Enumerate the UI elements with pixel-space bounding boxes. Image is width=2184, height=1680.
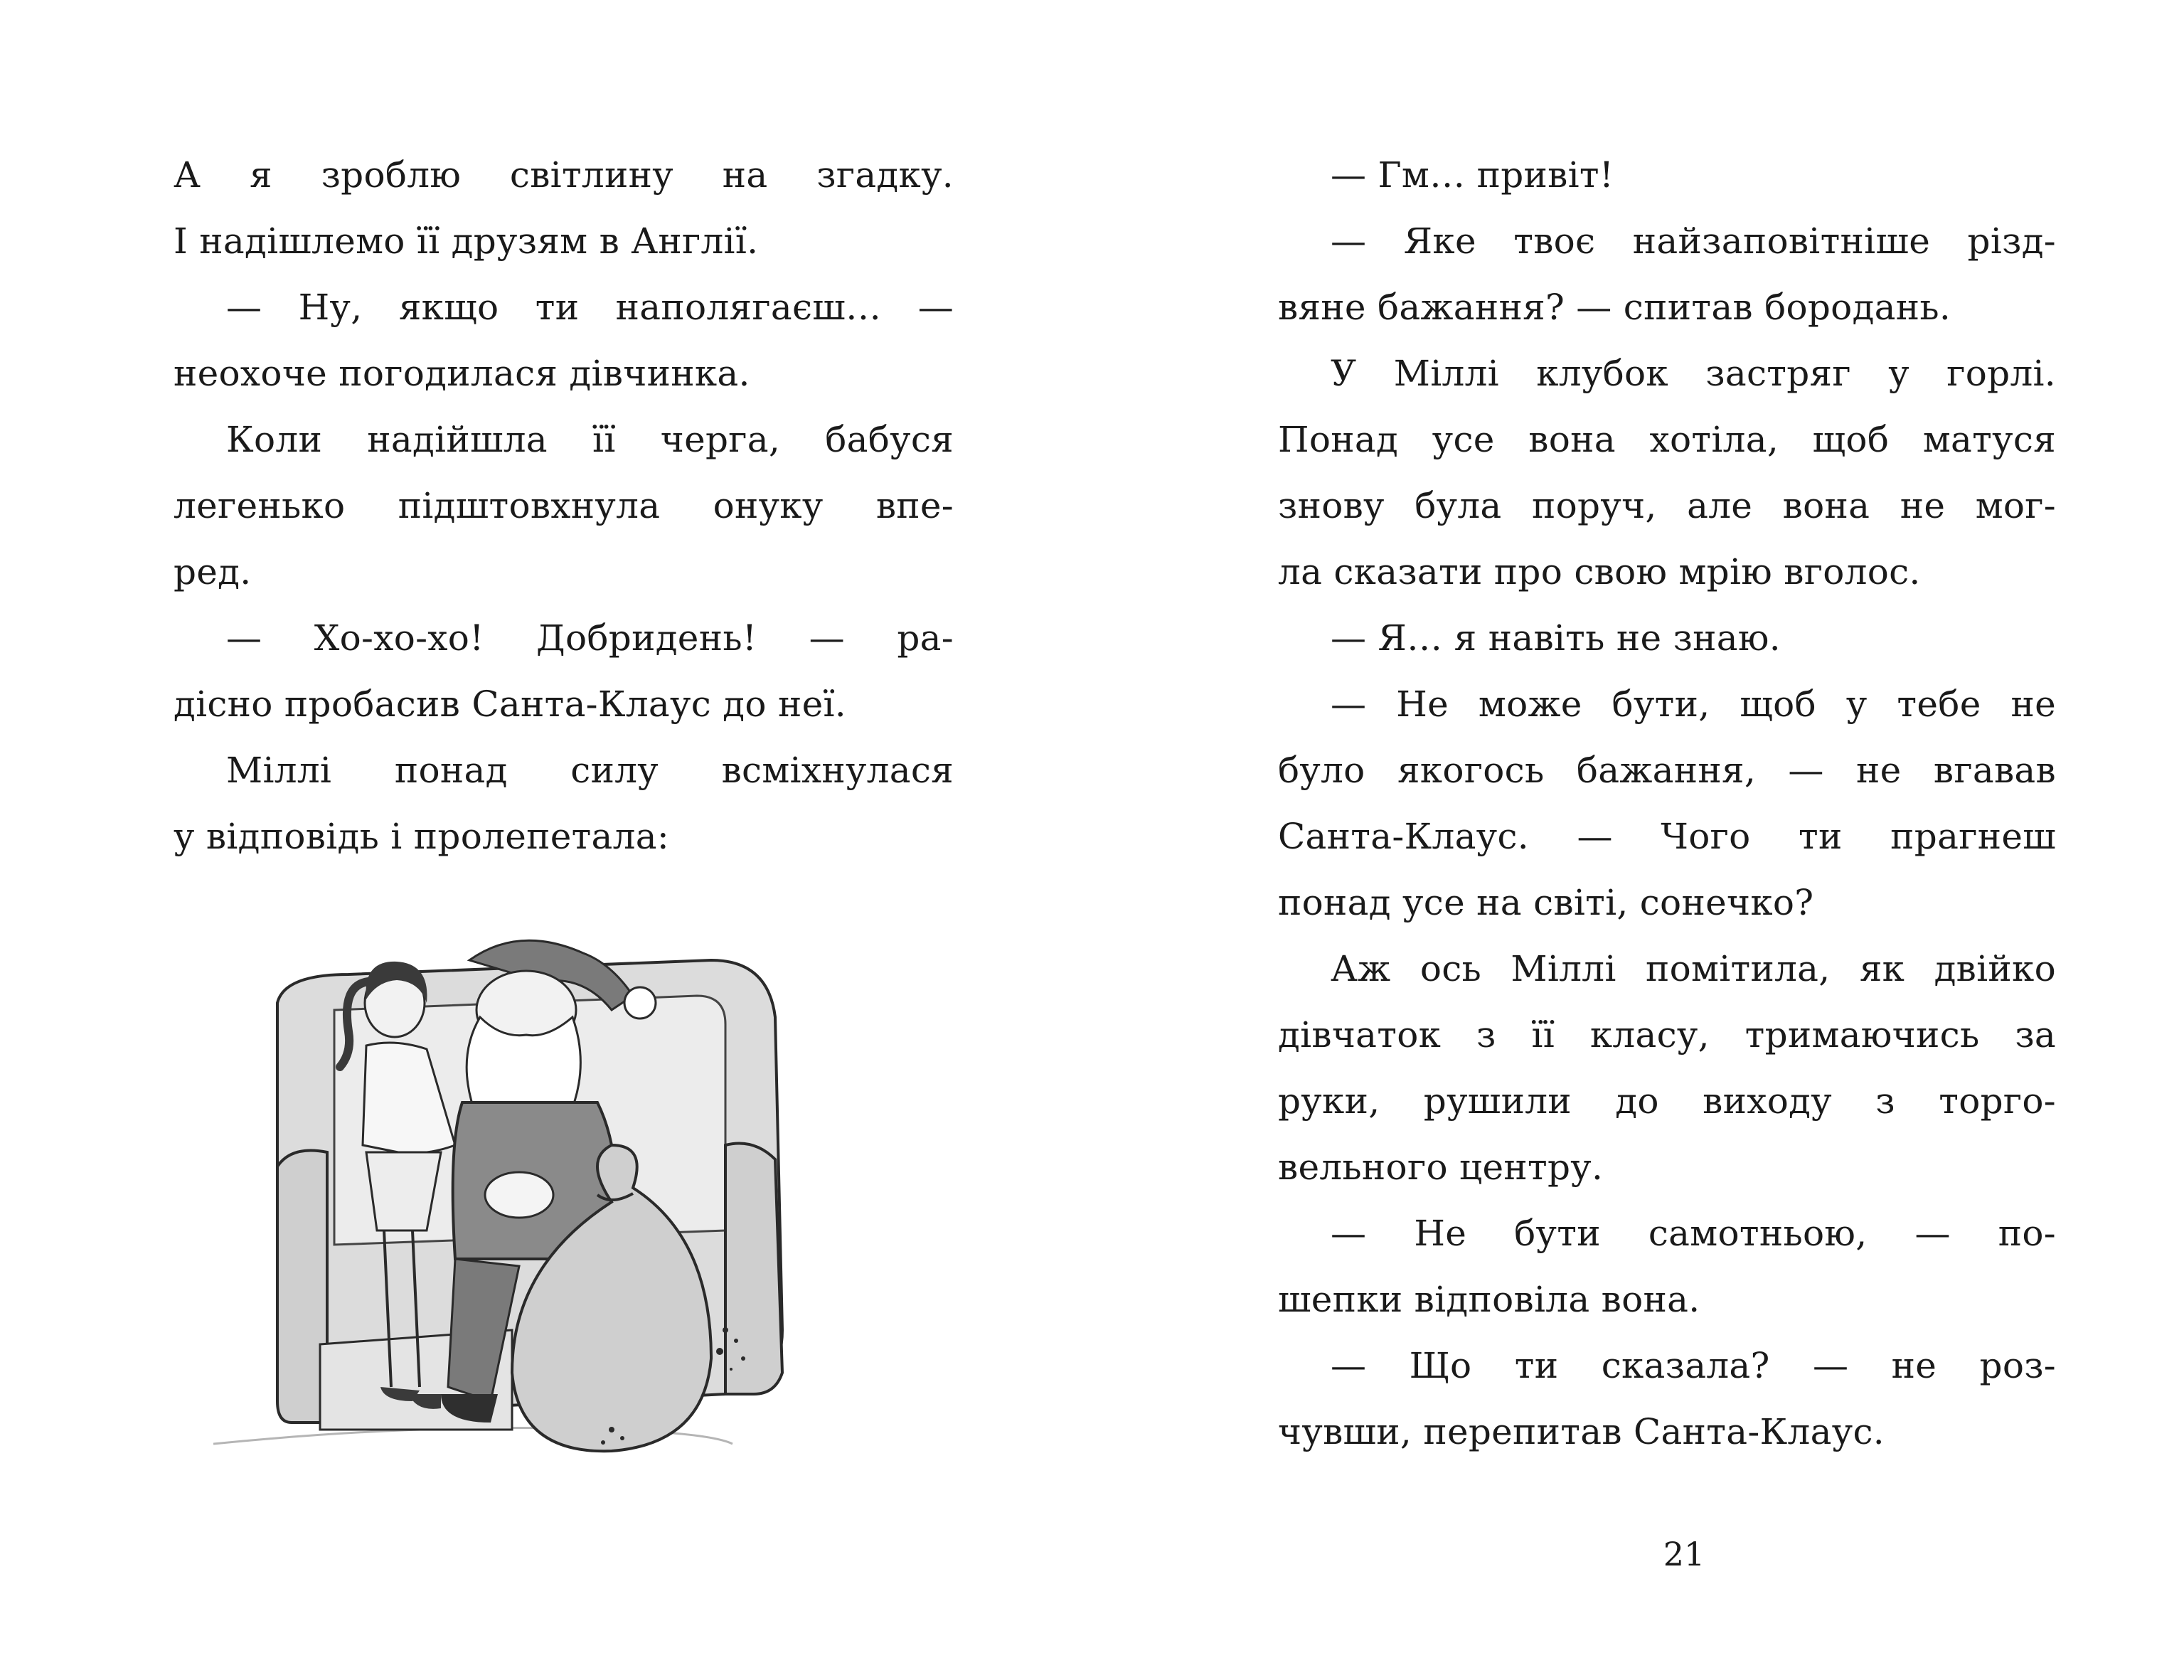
text-line: — Хо-хо-хо! Добридень! — ра- (226, 617, 954, 659)
text-line: Санта-Клаус. — Чого ти прагнеш (1278, 816, 2056, 857)
paragraph (174, 407, 954, 605)
paragraph (1278, 1201, 2056, 1333)
text-line: ред. (174, 551, 252, 592)
paragraph (1278, 341, 2056, 605)
paragraph (174, 275, 954, 407)
text-line: — Що ти сказала? — не роз- (1331, 1345, 2056, 1386)
text-line: Понад усе вона хотіла, щоб матуся (1278, 419, 2056, 460)
text-line: — Не бути самотньою, — по- (1331, 1213, 2056, 1254)
paragraph (1278, 208, 2056, 341)
santa-with-girl-illustration (213, 932, 896, 1551)
left-text-column (174, 142, 954, 870)
right-text-column (1278, 142, 2056, 1465)
page-number: 21 (1663, 1535, 1705, 1573)
text-line: — Яке твоє найзаповітніше різд- (1331, 220, 2056, 262)
paragraph (1278, 605, 2056, 671)
text-line: шепки відповіла вона. (1278, 1279, 1700, 1320)
text-line: дівчаток з її класу, тримаючись за (1278, 1014, 2056, 1056)
text-line: — Гм… привіт! (1331, 154, 1614, 196)
text-line: неохоче погодилася дівчинка. (174, 353, 750, 394)
right-page (1092, 0, 2184, 1680)
text-line: легенько підштовхнула онуку впе- (174, 485, 954, 526)
text-line: чувши, перепитав Санта-Клаус. (1278, 1411, 1885, 1452)
text-line: вяне бажання? — спитав бородань. (1278, 287, 1951, 328)
text-line: Аж ось Міллі помітила, як двійко (1331, 948, 2056, 989)
paragraph (1278, 142, 2056, 208)
text-line: — Я… я навіть не знаю. (1331, 617, 1781, 659)
text-line: ла сказати про свою мрію вголос. (1278, 551, 1921, 592)
paragraph (1278, 1333, 2056, 1465)
text-line: було якогось бажання, — не вгавав (1278, 750, 2056, 791)
paragraph (1278, 671, 2056, 936)
paragraph (174, 738, 954, 870)
text-line: руки, рушили до виходу з торго- (1278, 1080, 2056, 1122)
text-line: А я зроблю світлину на згадку. (174, 154, 954, 196)
paragraph (174, 142, 954, 275)
text-line: — Не може бути, щоб у тебе не (1331, 684, 2056, 725)
paragraph (1278, 936, 2056, 1201)
text-line: понад усе на світі, сонечко? (1278, 882, 1814, 923)
text-line: — Ну, якщо ти наполягаєш… — (226, 287, 954, 328)
text-line: Коли надійшла її черга, бабуся (226, 419, 954, 460)
text-line: І надішлемо її друзям в Англії. (174, 220, 759, 262)
text-line: знову була поруч, але вона не мог- (1278, 485, 2056, 526)
text-line: дісно пробасив Санта-Клаус до неї. (174, 684, 846, 725)
text-line: у відповідь і пролепетала: (174, 816, 669, 857)
text-line: У Міллі клубок застряг у горлі. (1331, 353, 2056, 394)
text-line: Міллі понад силу всміхнулася (226, 750, 954, 791)
paragraph (174, 605, 954, 738)
text-line: вельного центру. (1278, 1147, 1604, 1188)
